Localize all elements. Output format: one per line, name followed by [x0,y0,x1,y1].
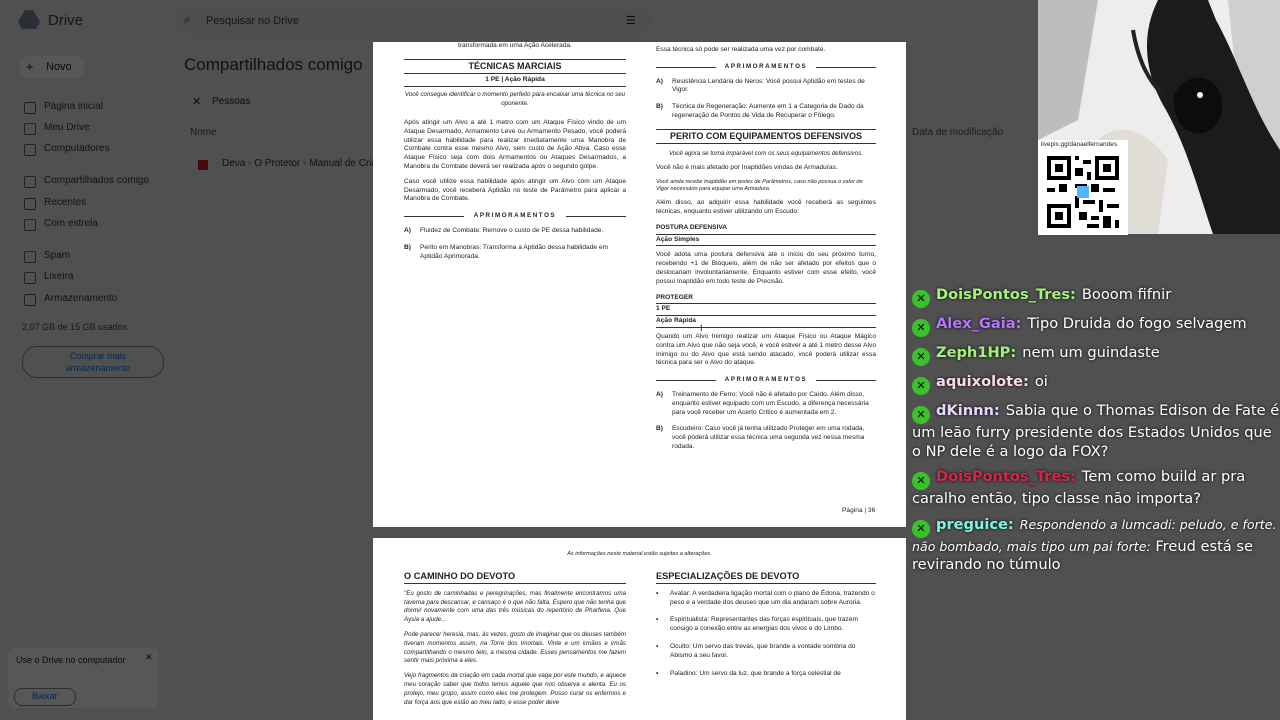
list-text: Treinamento de Ferro: Você não é afetado por Caído. Além disso, enquanto estiver equipado com um Escudo, a diferença necessária para você receber um Acerto Crítico é aumentada em 2. [672,390,869,416]
list-item [656,78,876,96]
list-text: Resistência Lendária de Neros: Você possui Aptidão em testes de Vigor. [672,77,865,94]
paragraph: Você não é mais afetado por Inaptidões vindas de Armaduras. [656,164,838,172]
chat-overlay [912,286,1280,582]
list-item [656,425,876,451]
paragraph: Você adota uma postura defensiva até o início do seu próximo turno, recebendo +1 de Bloqueio, além de não ser afetado por efeitos que o deslocariam involuntariamente. Enquanto estiver com esse efeito, você possui Inaptidão em todo teste de Precisão. [656,251,876,285]
livepix-qr-code [1038,140,1128,235]
paragraph: Após atingir um Alvo a até 1 metro com um Ataque Físico vindo de um Ataque Desarmado, Armamento Leve ou Armamento Pesado, você poderá utilizar essa habilidade para realizar imediatamente uma Manobra de Combate contra esse mesmo Alvo, sem custo de Ação Ativa. Caso esse Ataque Físico seja com dois Armamentos ou Ataques Desarmados, a Manobra de Combate deverá ser realizada após o segundo golpe. [404,118,626,170]
chat-text: oi [1034,373,1048,390]
list-text: Fluidez de Combate: Remove o custo de PE dessa habilidade. [420,226,604,234]
chat-username: DoisPontos_Tres: [936,468,1076,485]
quote-paragraph: "Eu gosto de caminhadas e peregrinações, mas finalmente encontramos uma taverna para descansar, e cansaço é o que não falta. Espero que não tenha que dormir novamente com uma das três músicas do repertório de Pharfena. Que Aysla a ajude... [404,589,626,624]
paragraph: Caso você utilize essa habilidade após atingir um Alvo com um Ataque Desarmado, você receberá Aptidão no teste de Parâmetro para aplicar a Manobra de Combate. [404,177,626,203]
list-text: Paladino: Um servo da luz, que brande a força celestial de [670,669,841,677]
quote-paragraph: Vejo fragmentos da criação em cada mortal que vaga por este mundo, e aquece meu coração saber que todos temos aquele que nos observa e alenta. Eu os protejo, meu grupo, assim como eles me protegem. Posso curar os enfermos e dar força aos que estão ao meu lado, e esse poder deve [404,672,626,706]
list-item [656,616,876,634]
list-key: A) [656,390,663,398]
list-item [404,244,626,262]
flavor-text: Você agora se torna imparável com os seus equipamentos defensivos. [668,149,864,157]
bullet-icon: • [656,616,659,624]
enhancements-heading: APRIMORAMENTOS [656,376,876,385]
livepix-url: livepix.gg/danaelfernandes [1041,141,1118,148]
badge-icon: ✕ [912,348,930,366]
page-number: Página | 36 [842,507,876,514]
chat-message [912,344,1280,366]
chat-username: DoisPontos_Tres: [936,286,1076,303]
pdf-page-37 [373,538,906,720]
list-text: Avatar: A verdadeira ligação mortal com o plano de Édona, trazendo o peso e a verdade dos deuses que um dia andaram sobre Auroria. [670,589,875,606]
paragraph: Quando um Alvo Inimigo realizar um Ataque Físico ou Ataque Mágico contra um Alvo que não seja você, e você estiver a até 1 metro desse Alvo Inimigo ou do Alvo que está sendo atacado, você poderá utilizar essa técnica para ser o Alvo do ataque. [656,332,876,367]
technique-name: POSTURA DEFENSIVA [656,223,876,235]
bullet-icon: • [656,589,659,597]
list-item [656,590,876,608]
chat-username: Zeph1HP: [936,344,1017,361]
disclaimer-note: As informações neste material estão sujeitas a alterações. [567,551,712,557]
list-key: B) [656,425,663,433]
chat-text: Freud está se revirando no túmulo [912,537,1253,573]
list-key: A) [404,226,411,234]
badge-icon: ✕ [912,472,930,490]
section-title: PERITO COM EQUIPAMENTOS DEFENSIVOS [656,129,876,144]
badge-icon: ✕ [912,290,930,308]
section-title: O CAMINHO DO DEVOTO [404,572,626,584]
list-text: Perito em Manobras: Transforma a Aptidão dessa habilidade em Aptidão Aprimorada. [420,243,609,260]
page1-right-column [656,46,876,460]
note-text: Você ainda recebe Inaptidão em testes de Parâmetros, caso não possua o valor de Vigor necessário para equipar uma Armadura. [656,179,863,193]
list-item [656,643,876,661]
list-key: A) [656,77,663,85]
paragraph: Além disso, ao adquirir essa habilidade você receberá as seguintes técnicas, enquanto estiver utilizando um Escudo: [656,199,876,215]
list-item [656,103,876,121]
pdf-page-36 [373,42,906,527]
technique-cost: 1 PE [656,304,876,316]
badge-icon: ✕ [912,406,930,424]
chat-message [912,402,1280,461]
chat-username: preguice: [936,515,1014,533]
flavor-text: Você consegue identificar o momento perfeito para encaixar uma técnica no seu oponente. [404,91,626,108]
badge-icon: ✕ [912,377,930,395]
list-text: Técnica de Regeneração: Aumente em 1 a Categoria de Dado da regeneração de Pontos de Vida de Recuperar o Fôlego. [672,103,864,119]
chat-username: Alex_Gaia: [936,315,1022,332]
chat-text: nem um guindaste [1022,344,1160,361]
list-key: B) [656,103,663,111]
quote-paragraph: Pode parecer heresia, mas, às vezes, gosto de imaginar que os deuses também tiveram momentos assim, na Torre dos Imortais. Vinte e um irmãos e irmãs compartilhando o mesmo teto, a mesma cidade. Esses pensamentos me fazem sentir mais próxima a eles. [404,630,626,665]
chat-text: Booom fifnir [1081,286,1172,303]
chat-message [912,373,1280,395]
section-title: TÉCNICAS MARCIAIS [404,59,626,74]
chat-message [912,286,1280,308]
chat-username: dKinnn: [936,402,1000,419]
chat-message [912,516,1280,575]
text-line: Essa técnica só pode ser realizada uma vez por combate. [656,46,826,53]
technique-name: PROTEGER [656,293,876,305]
list-key: B) [404,243,411,251]
list-item [656,391,876,417]
chat-text: Tem como build ar pra caralho então, tipo classe não importa? [912,468,1246,507]
chat-message [912,315,1280,337]
page2-left-column [404,572,626,713]
chat-username: aquixolote: [936,373,1029,390]
chat-text: Sabia que o Thomas Edison de Fate é um leão furry presidente dos Estados Unidos que o NP dele é a logo da FOX? [912,402,1280,460]
technique-action: Ação Rápida [656,316,876,328]
technique-action: Ação Simples [656,235,876,247]
text-line: transformada em uma Ação Acelerada. [458,42,572,49]
enhancements-heading: APRIMORAMENTOS [656,63,876,72]
badge-icon: ✕ [912,319,930,337]
bullet-icon: • [656,642,659,650]
list-text: Escudeiro: Caso você já tenha utilizado Proteger em uma rodada, você poderá utilizar essa técnica uma segunda vez nessa mesma rodada. [672,425,865,450]
section-title: ESPECIALIZAÇÕES DE DEVOTO [656,572,876,584]
chat-reply-context: Respondendo a lumcadi: peludo, e forte. não bombado, mais tipo um pai forte: [912,516,1277,554]
enhancements-heading: APRIMORAMENTOS [404,212,626,221]
chat-message [912,468,1280,509]
list-item [404,227,626,236]
chat-text: Tipo Druida do fogo selvagem [1027,315,1247,332]
page2-right-column [656,572,876,687]
bullet-icon: • [656,669,659,677]
list-text: Oculto: Um servo das trevas, que brande a vontade sombria do Abismo a seu favor. [670,642,856,659]
text-cursor-icon: I [700,323,703,333]
section-subtitle: 1 PE | Ação Rápida [404,76,626,88]
page1-left-column [404,42,626,269]
badge-icon: ✕ [912,520,930,538]
list-text: Espiritualista: Representantes das forças espirituais, que trazem consigo a conexão entre as energias dos vivos e do Limbo. [670,616,859,633]
list-item [656,670,876,679]
